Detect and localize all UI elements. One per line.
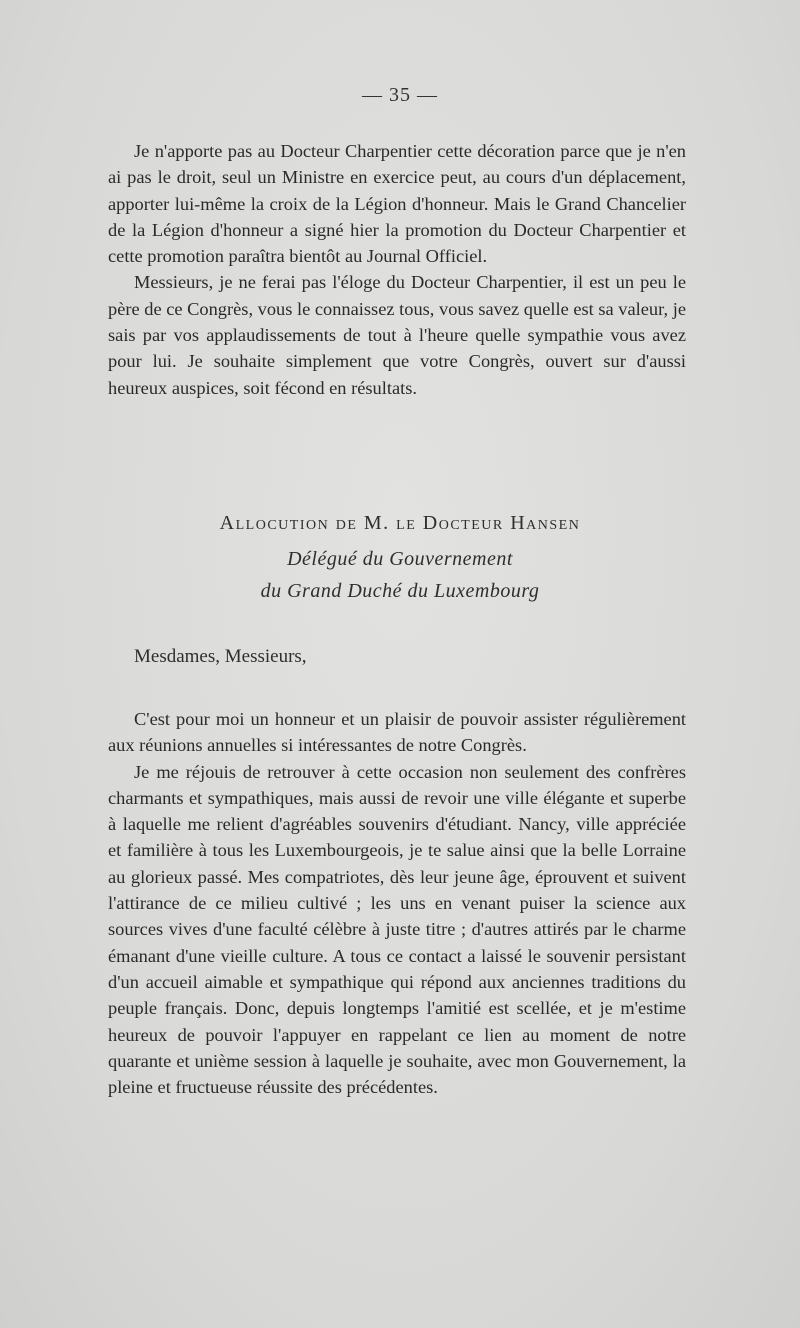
paragraph: Je n'apporte pas au Docteur Charpentier cette décoration parce que je n'en ai pas le droit, seul un Ministre en exercice peut, au cours d'un déplacement, apporter lui-même la croix de la Légion d'honneur. Mais le Grand Chancelier de la Légion d'honneur a signé hier la promotion du Docteur Charpentier et cette promotion paraîtra bientôt au Journal Officiel. (108, 141, 686, 267)
section-subtitle-line-1: Délégué du Gouvernement (287, 548, 513, 570)
section-subtitle-line-2: du Grand Duché du Luxembourg (260, 580, 540, 602)
paragraph: Messieurs, je ne ferai pas l'éloge du Docteur Charpentier, il est un peu le père de ce Congrès, vous le connaissez tous, vous savez quelle est sa valeur, je sais par vos applaudissements de tout à l'heure quelle sympathie vous avez pour lui. Je souhaite simplement que votre Congrès, ouvert sur d'aussi heureux auspices, soit fécond en résultats. (108, 272, 686, 398)
salutation: Mesdames, Messieurs, (134, 646, 307, 667)
paragraph: Je me réjouis de retrouver à cette occasion non seulement des confrères charmants et sympathiques, mais aussi de revoir une ville élégante et superbe à laquelle me relient d'agréables souvenirs d'étudiant. Nancy, ville appréciée et familière à tous les Luxembourgeois, je te salue ainsi que la belle Lorraine au glorieux passé. Mes compatriotes, dès leur jeune âge, éprouvent et suivent l'attirance de ce milieu cultivé ; les uns en venant puiser la science aux sources vives d'une faculté célèbre à juste titre ; d'autres attirés par le charme émanant d'une vieille culture. A tous ce contact a laissé le souvenir persistant d'un accueil aimable et sympathique qui répond aux anciennes traditions du peuple français. Donc, depuis longtemps l'amitié est scellée, et je m'estime heureux de pouvoir l'appuyer en rappelant ce lien au moment de notre quarante et unième session à laquelle je souhaite, avec mon Gouvernement, la pleine et fructueuse réussite des précédentes. (108, 761, 686, 1098)
section-heading: Allocution de M. le Docteur Hansen (219, 512, 581, 534)
paragraph: C'est pour moi un honneur et un plaisir de pouvoir assister régulièrement aux réunions annuelles si intéressantes de notre Congrès. (108, 709, 686, 756)
speech-text-block (108, 706, 686, 1100)
opening-text-block (108, 138, 686, 401)
page-number: — 35 — (362, 84, 438, 106)
